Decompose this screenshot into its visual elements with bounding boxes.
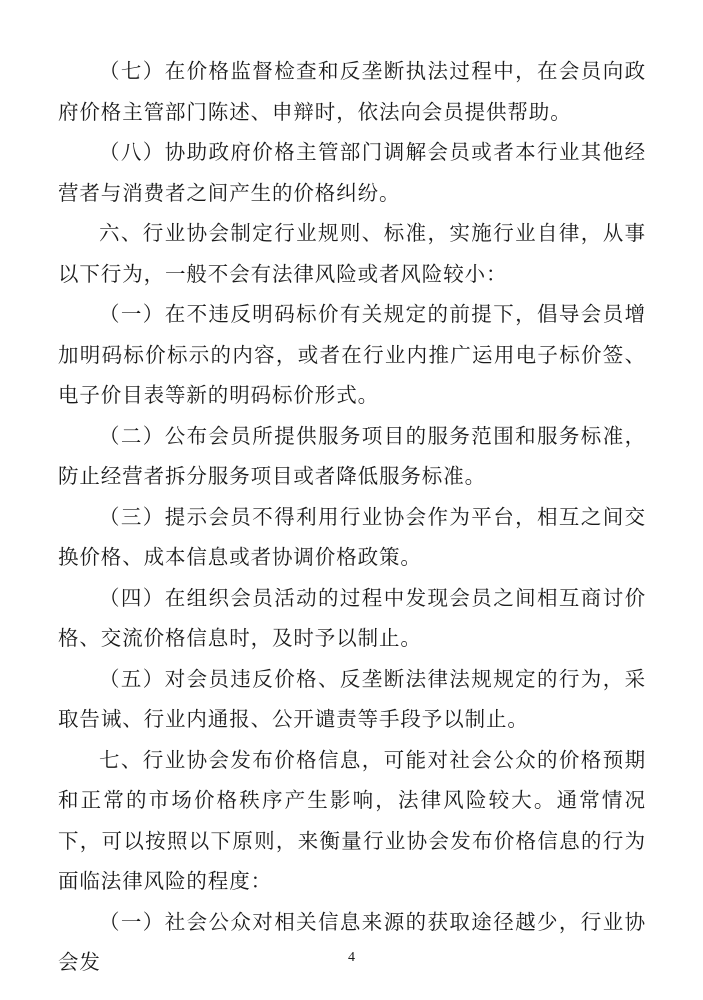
section-7-heading-paragraph: 七、行业协会发布价格信息，可能对社会公众的价格预期和正常的市场价格秩序产生影响，法律风险较大。通常情况下，可以按照以下原则，来衡量行业协会发布价格信息的行为面临法律风险的程度： bbox=[58, 747, 646, 893]
paragraph-6-4-stop-price-discussion: （四）在组织会员活动的过程中发现会员之间相互商讨价格、交流价格信息时，及时予以制止。 bbox=[58, 585, 646, 650]
section-6-heading-paragraph: 六、行业协会制定行业规则、标准，实施行业自律，从事以下行为，一般不会有法律风险或者风险较小： bbox=[58, 221, 646, 286]
paragraph-8-mediate-disputes: （八）协助政府价格主管部门调解会员或者本行业其他经营者与消费者之间产生的价格纠纷。 bbox=[58, 140, 646, 205]
paragraph-6-1-price-tagging: （一）在不违反明码标价有关规定的前提下，倡导会员增加明码标价标示的内容，或者在行业内推广运用电子标价签、电子价目表等新的明码标价形式。 bbox=[58, 302, 646, 407]
paragraph-7-1-information-sources: （一）社会公众对相关信息来源的获取途径越少，行业协会发 bbox=[58, 909, 646, 974]
paragraph-6-2-service-standards: （二）公布会员所提供服务项目的服务范围和服务标准，防止经营者拆分服务项目或者降低服务标准。 bbox=[58, 423, 646, 488]
page-number: 4 bbox=[348, 950, 355, 965]
document-body bbox=[58, 51, 646, 983]
paragraph-6-5-sanction-violations: （五）对会员违反价格、反垄断法律法规规定的行为，采取告诫、行业内通报、公开谴责等手段予以制止。 bbox=[58, 666, 646, 731]
paragraph-7-assist-members: （七）在价格监督检查和反垄断执法过程中，在会员向政府价格主管部门陈述、申辩时，依法向会员提供帮助。 bbox=[58, 59, 646, 124]
paragraph-6-3-no-information-exchange: （三）提示会员不得利用行业协会作为平台，相互之间交换价格、成本信息或者协调价格政策。 bbox=[58, 504, 646, 569]
